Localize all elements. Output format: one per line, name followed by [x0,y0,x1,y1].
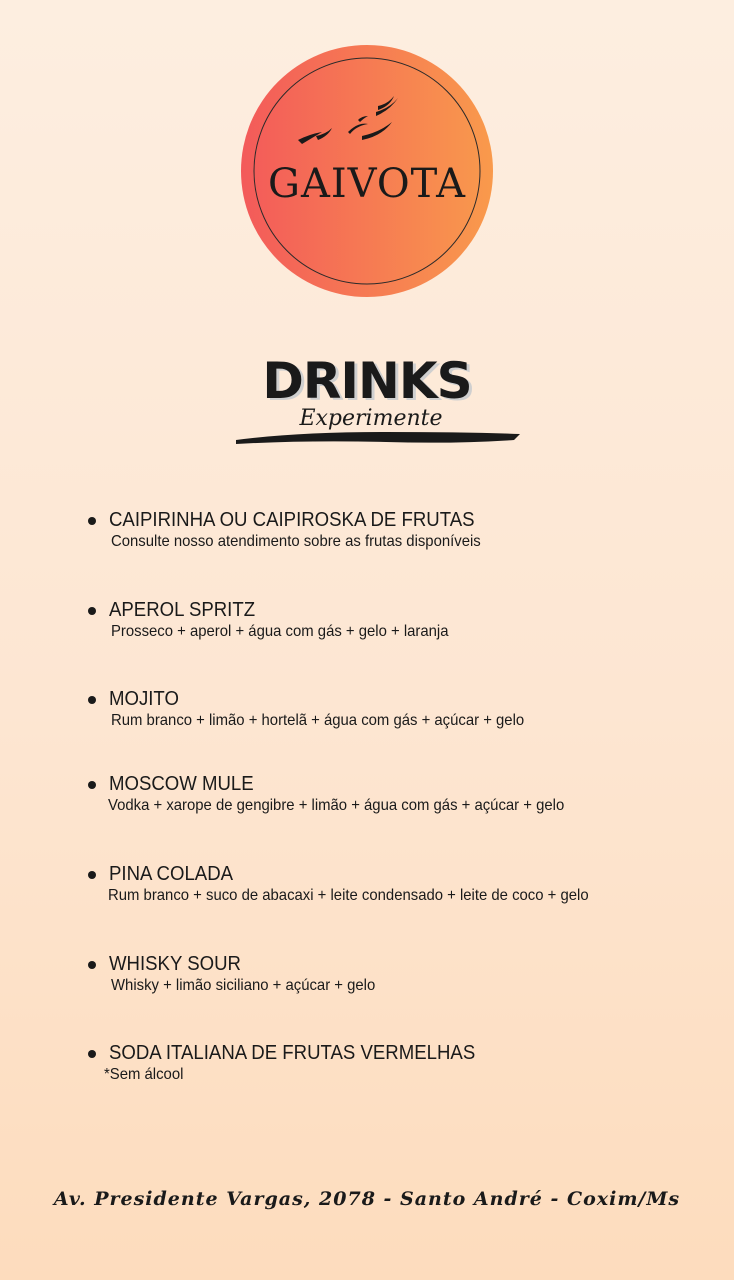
bullet-icon [88,517,96,525]
drink-name: WHISKY SOUR [109,953,241,975]
drink-name: PINA COLADA [109,863,234,885]
bullet-icon [88,696,96,704]
section-subtitle: Experimente [299,406,443,431]
drink-description: Rum branco + suco de abacaxi + leite condensado + leite de coco + gelo [108,887,589,904]
bullet-icon [88,871,96,879]
drink-description: *Sem álcool [104,1066,184,1083]
drink-name: SODA ITALIANA DE FRUTAS VERMELHAS [109,1042,476,1064]
drink-name: APEROL SPRITZ [109,599,256,621]
section-title: DRINKS [262,352,472,410]
brand-name: GAIVOTA [268,161,466,207]
drink-description: Vodka + xarope de gengibre + limão + água com gás + açúcar + gelo [108,797,565,814]
drink-description: Prosseco + aperol + água com gás + gelo + laranja [111,623,449,640]
drink-description: Consulte nosso atendimento sobre as frutas disponíveis [111,533,481,550]
address-footer: Av. Presidente Vargas, 2078 - Santo André - Coxim/Ms [53,1188,681,1210]
bullet-icon [88,781,96,789]
drink-description: Rum branco + limão + hortelã + água com gás + açúcar + gelo [111,712,525,729]
bullet-icon [88,1050,96,1058]
drink-name: CAIPIRINHA OU CAIPIROSKA DE FRUTAS [109,509,475,531]
drink-name: MOSCOW MULE [109,773,254,795]
bullet-icon [88,607,96,615]
bullet-icon [88,961,96,969]
drink-description: Whisky + limão siciliano + açúcar + gelo [111,977,376,994]
drink-name: MOJITO [109,688,179,710]
